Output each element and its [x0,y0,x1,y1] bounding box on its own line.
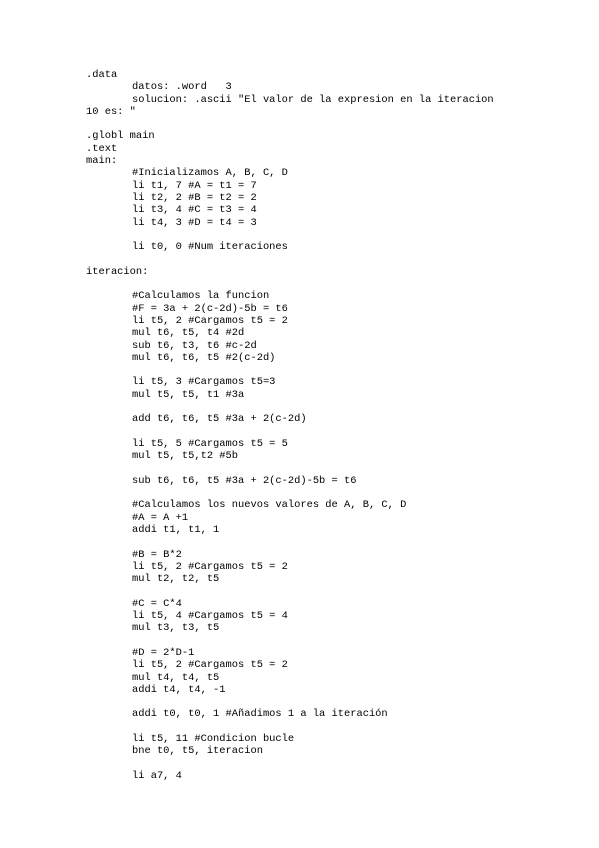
code-line: li t2, 2 #B = t2 = 2 [132,191,257,204]
code-line: li t0, 0 #Num iteraciones [132,241,288,254]
code-line: mul t3, t3, t5 [132,622,220,635]
blank-line [86,229,586,241]
blank-line [86,401,586,413]
code-line: addi t0, t0, 1 #Añadimos 1 a la iteración [132,708,388,721]
blank-line [86,463,586,475]
blank-line [86,426,586,438]
code-line: li t5, 4 #Cargamos t5 = 4 [132,610,288,623]
blank-line [86,721,586,733]
code-line: 10 es: " [86,105,136,118]
code-line: addi t4, t4, -1 [132,683,226,696]
code-line: .text [86,142,118,155]
code-line: #A = A +1 [132,511,189,524]
code-line: li t5, 11 #Condicion bucle [132,733,295,746]
code-line: datos: .word 3 [132,81,232,94]
code-line: mul t4, t4, t5 [132,671,220,684]
code-line: #Calculamos la funcion [132,290,270,303]
code-line: li t5, 2 #Cargamos t5 = 2 [132,659,288,672]
code-line: li t1, 7 #A = t1 = 7 [132,179,257,192]
code-line: #Calculamos los nuevos valores de A, B, C, D [132,499,407,512]
code-line: mul t5, t5,t2 #5b [132,450,239,463]
code-line: li t5, 2 #Cargamos t5 = 2 [132,560,288,573]
code-line: solucion: .ascii "El valor de la expresion en la iteracion [132,93,494,106]
code-line: iteracion: [86,265,149,278]
code-line: #C = C*4 [132,597,182,610]
assembly-code-listing [86,69,586,782]
code-line: .globl main [86,130,155,143]
blank-line [86,118,586,130]
blank-line [86,585,586,597]
code-line: li a7, 4 [132,769,182,782]
code-line: li t4, 3 #D = t4 = 3 [132,216,257,229]
blank-line [86,635,586,647]
code-line: li t5, 3 #Cargamos t5=3 [132,376,276,389]
code-line: sub t6, t6, t5 #3a + 2(c-2d)-5b = t6 [132,474,357,487]
code-line: #D = 2*D-1 [132,646,195,659]
blank-line [86,278,586,290]
blank-line [86,253,586,265]
code-line: mul t6, t5, t4 #2d [132,327,245,340]
blank-line [86,758,586,770]
code-line: mul t2, t2, t5 [132,573,220,586]
code-line: bne t0, t5, iteracion [132,745,263,758]
blank-line [86,536,586,548]
code-line: .data [86,69,118,81]
code-line: #Inicializamos A, B, C, D [132,167,288,180]
code-line: mul t5, t5, t1 #3a [132,388,245,401]
code-line: li t5, 2 #Cargamos t5 = 2 [132,314,288,327]
blank-line [86,487,586,499]
code-line: mul t6, t6, t5 #2(c-2d) [132,351,276,364]
code-line: #F = 3a + 2(c-2d)-5b = t6 [132,302,288,315]
code-line: addi t1, t1, 1 [132,523,220,536]
blank-line [86,364,586,376]
blank-line [86,696,586,708]
code-line: sub t6, t3, t6 #c-2d [132,339,257,352]
code-line: li t5, 5 #Cargamos t5 = 5 [132,437,288,450]
code-line: #B = B*2 [132,548,182,561]
code-line: main: [86,155,118,168]
code-line: li t3, 4 #C = t3 = 4 [132,204,257,217]
code-line: add t6, t6, t5 #3a + 2(c-2d) [132,413,307,426]
